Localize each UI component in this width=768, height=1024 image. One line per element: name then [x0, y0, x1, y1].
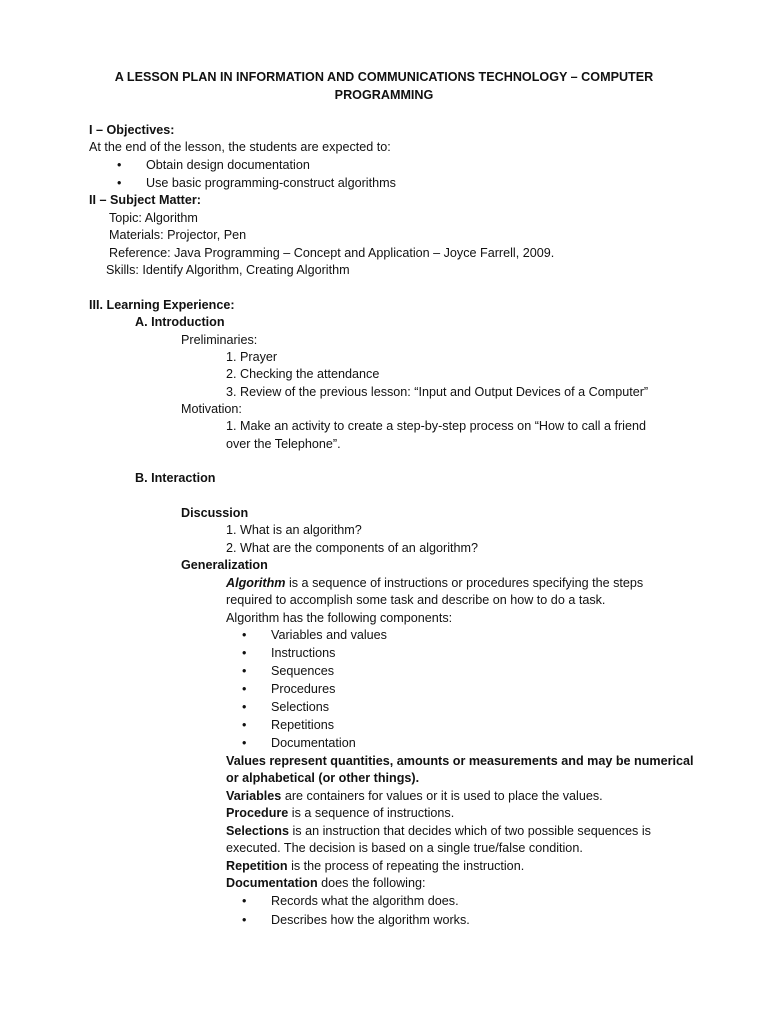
documentation-definition	[226, 875, 425, 892]
interaction-heading: B. Interaction	[135, 471, 216, 485]
bullet-icon: •	[117, 158, 122, 172]
component-text: Instructions	[271, 646, 336, 660]
bullet-icon: •	[242, 664, 247, 678]
procedure-term: Procedure	[226, 806, 289, 820]
variables-definition	[226, 788, 603, 805]
discussion-item: 2. What are the components of an algorithm?	[226, 541, 479, 555]
motivation-line-2: over the Telephone”.	[226, 437, 341, 451]
selections-definition-line-1	[226, 823, 651, 840]
algorithm-term: Algorithm	[226, 576, 286, 590]
materials-line: Materials: Projector, Pen	[109, 228, 247, 242]
title-line-2: PROGRAMMING	[334, 88, 434, 102]
bullet-icon: •	[242, 700, 247, 714]
bullet-icon: •	[117, 176, 122, 190]
generalization-label: Generalization	[181, 558, 268, 572]
documentation-term: Documentation	[226, 876, 318, 890]
bullet-icon: •	[242, 913, 247, 927]
component-text: Documentation	[271, 736, 356, 750]
selections-definition-text: is an instruction that decides which of two possible sequences is	[289, 824, 651, 838]
preliminary-item: 2. Checking the attendance	[226, 367, 380, 381]
objectives-intro: At the end of the lesson, the students are expected to:	[89, 140, 391, 154]
preliminaries-label: Preliminaries:	[181, 333, 258, 347]
bullet-icon: •	[242, 682, 247, 696]
learning-experience-heading: III. Learning Experience:	[89, 298, 235, 312]
preliminary-item: 3. Review of the previous lesson: “Input and Output Devices of a Computer”	[226, 385, 649, 399]
bullet-icon: •	[242, 718, 247, 732]
bullet-icon: •	[242, 628, 247, 642]
selections-definition-line-2: executed. The decision is based on a single true/false condition.	[226, 841, 583, 855]
algorithm-definition-line-1	[226, 575, 643, 592]
algorithm-definition-line-2: required to accomplish some task and describe on how to do a task.	[226, 593, 606, 607]
repetition-definition-text: is the process of repeating the instruction.	[287, 859, 525, 873]
component-text: Sequences	[271, 664, 335, 678]
components-intro: Algorithm has the following components:	[226, 611, 453, 625]
preliminary-item: 1. Prayer	[226, 350, 278, 364]
component-text: Selections	[271, 700, 330, 714]
procedure-definition-text: is a sequence of instructions.	[288, 806, 455, 820]
algorithm-definition-text: is a sequence of instructions or procedures specifying the steps	[285, 576, 644, 590]
selections-term: Selections	[226, 824, 289, 838]
title-line-1: A LESSON PLAN IN INFORMATION AND COMMUNICATIONS TECHNOLOGY – COMPUTER	[114, 70, 654, 84]
objective-text: Use basic programming-construct algorithms	[146, 176, 396, 190]
repetition-definition	[226, 858, 524, 875]
procedure-definition	[226, 805, 454, 822]
values-definition-line-1: Values represent quantities, amounts or measurements and may be numerical	[226, 754, 694, 768]
variables-term: Variables	[226, 789, 282, 803]
component-text: Procedures	[271, 682, 336, 696]
introduction-heading: A. Introduction	[135, 315, 225, 329]
subject-matter-heading: II – Subject Matter:	[89, 193, 201, 207]
motivation-line-1: 1. Make an activity to create a step-by-step process on “How to call a friend	[226, 419, 646, 433]
documentation-text: Records what the algorithm does.	[271, 894, 459, 908]
component-text: Variables and values	[271, 628, 387, 642]
objective-text: Obtain design documentation	[146, 158, 310, 172]
skills-line: Skills: Identify Algorithm, Creating Algorithm	[106, 263, 350, 277]
variables-definition-text: are containers for values or it is used to place the values.	[281, 789, 603, 803]
topic-line: Topic: Algorithm	[109, 211, 198, 225]
reference-line: Reference: Java Programming – Concept and Application – Joyce Farrell, 2009.	[109, 246, 555, 260]
discussion-label: Discussion	[181, 506, 249, 520]
bullet-icon: •	[242, 894, 247, 908]
repetition-term: Repetition	[226, 859, 288, 873]
values-definition-line-2: or alphabetical (or other things).	[226, 771, 420, 785]
documentation-text: Describes how the algorithm works.	[271, 913, 470, 927]
bullet-icon: •	[242, 736, 247, 750]
component-text: Repetitions	[271, 718, 335, 732]
motivation-label: Motivation:	[181, 402, 242, 416]
discussion-item: 1. What is an algorithm?	[226, 523, 362, 537]
bullet-icon: •	[242, 646, 247, 660]
documentation-definition-text: does the following:	[317, 876, 426, 890]
objectives-heading: I – Objectives:	[89, 123, 175, 137]
